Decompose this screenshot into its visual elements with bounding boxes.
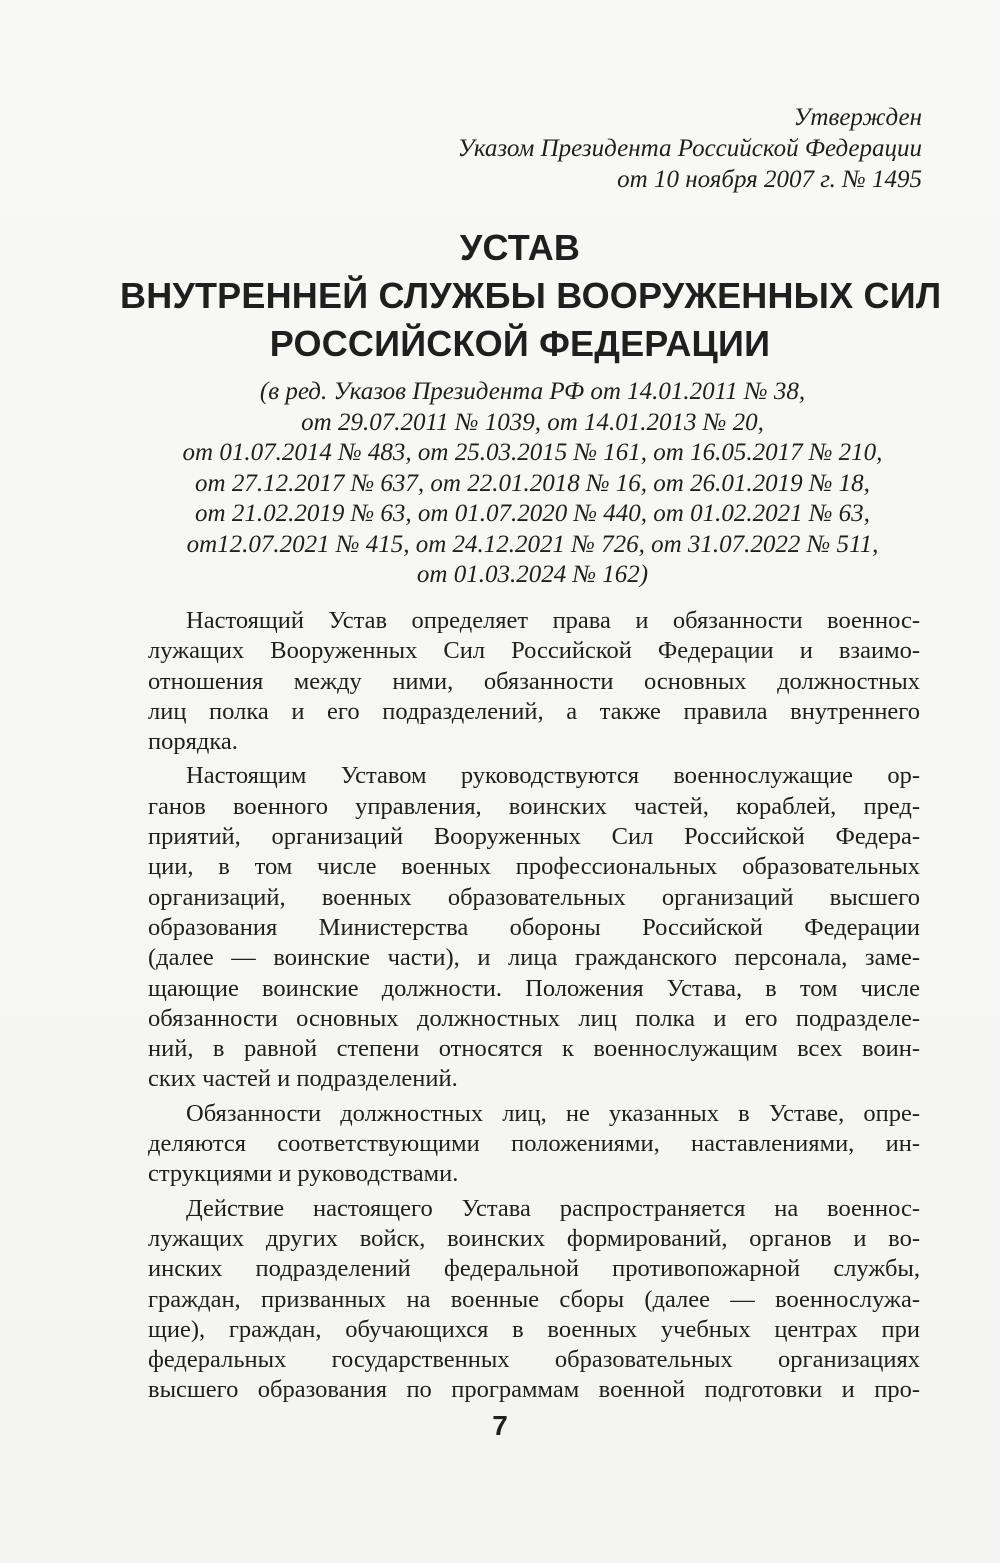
text-line: ции, в том числе военных профессиональных образовательных — [148, 853, 920, 881]
text-line: деляются соответствующими положениями, наставлениями, ин- — [148, 1130, 920, 1158]
paragraph-scope — [148, 761, 920, 1094]
text-line: лужащих Вооруженных Сил Российской Федерации и взаимо- — [148, 637, 920, 665]
text-line: лужащих других войск, воинских формирований, органов и во- — [148, 1224, 920, 1252]
approval-block — [362, 102, 922, 195]
document-title — [120, 224, 942, 368]
paragraph-duties — [148, 1099, 920, 1190]
text-line: лиц полка и его подразделений, а также правила внутреннего — [148, 697, 920, 725]
text-line: ний, в равной степени относятся к военнослужащим всех воин- — [148, 1035, 920, 1063]
text-line: образования Министерства обороны Российской Федерации — [148, 913, 920, 941]
revisions-line: от 21.02.2019 № 63, от 01.07.2020 № 440, от 01.02.2021 № 63, — [195, 500, 870, 527]
text-line: высшего образования по программам военной подготовки и про- — [148, 1376, 920, 1404]
text-line: Обязанности должностных лиц, не указанных в Уставе, опре- — [186, 1099, 920, 1127]
text-line: Настоящий Устав определяет права и обязанности военнос- — [186, 607, 920, 634]
text-line: (далее — воинские части), и лица гражданского персонала, заме- — [148, 944, 920, 972]
body-text — [148, 606, 920, 1406]
text-line: Действие настоящего Устава распространяется на военнос- — [186, 1194, 920, 1222]
text-line: ганов военного управления, воинских частей, кораблей, пред- — [148, 792, 920, 820]
text-line: порядка. — [148, 728, 238, 756]
revisions-line: от 01.07.2014 № 483, от 25.03.2015 № 161, от 16.05.2017 № 210, — [182, 439, 883, 466]
text-line: обязанности основных должностных лиц полка и его подразделе- — [148, 1004, 920, 1032]
revisions-line: от 01.03.2024 № 162) — [416, 561, 649, 588]
text-line: граждан, призванных на военные сборы (далее — военнослужа- — [148, 1285, 920, 1313]
revisions-line: от 29.07.2011 № 1039, от 14.01.2013 № 20, — [301, 408, 764, 436]
paragraph-applicability — [148, 1194, 920, 1406]
text-line: организаций, военных образовательных организаций высшего — [148, 883, 920, 911]
text-line: щающие воинские должности. Положения Устава, в том числе — [148, 974, 920, 1002]
title-line: ВНУТРЕННЕЙ СЛУЖБЫ ВООРУЖЕННЫХ СИЛ — [120, 275, 942, 316]
title-line: УСТАВ — [459, 227, 581, 268]
text-line: инских подразделений федеральной противопожарной службы, — [148, 1255, 920, 1283]
approval-line: Утвержден — [793, 104, 922, 131]
paragraph-purpose — [148, 606, 920, 757]
text-line: ских частей и подразделений. — [148, 1065, 458, 1093]
page-number: 7 — [492, 1410, 508, 1441]
approval-line: Указом Президента Российской Федерации — [457, 135, 922, 162]
approval-line: от 10 ноября 2007 г. № 1495 — [617, 166, 922, 193]
revisions-line: от 27.12.2017 № 637, от 22.01.2018 № 16, от 26.01.2019 № 18, — [195, 469, 870, 497]
text-line: отношения между ними, обязанности основных должностных — [148, 667, 920, 695]
revisions-note — [145, 377, 920, 591]
revisions-line: от12.07.2021 № 415, от 24.12.2021 № 726, от 31.07.2022 № 511, — [186, 530, 879, 558]
text-line: приятий, организаций Вооруженных Сил Российской Федера- — [148, 823, 920, 851]
text-line: Настоящим Уставом руководствуются военнослужащие ор- — [186, 762, 920, 790]
text-line: щие), граждан, обучающихся в военных учебных центрах при — [148, 1315, 920, 1343]
text-line: струкциями и руководствами. — [148, 1160, 459, 1188]
text-line: федеральных государственных образовательных организациях — [148, 1346, 920, 1374]
title-line: РОССИЙСКОЙ ФЕДЕРАЦИИ — [269, 323, 771, 364]
revisions-line: (в ред. Указов Президента РФ от 14.01.2011 № 38, — [259, 378, 806, 405]
